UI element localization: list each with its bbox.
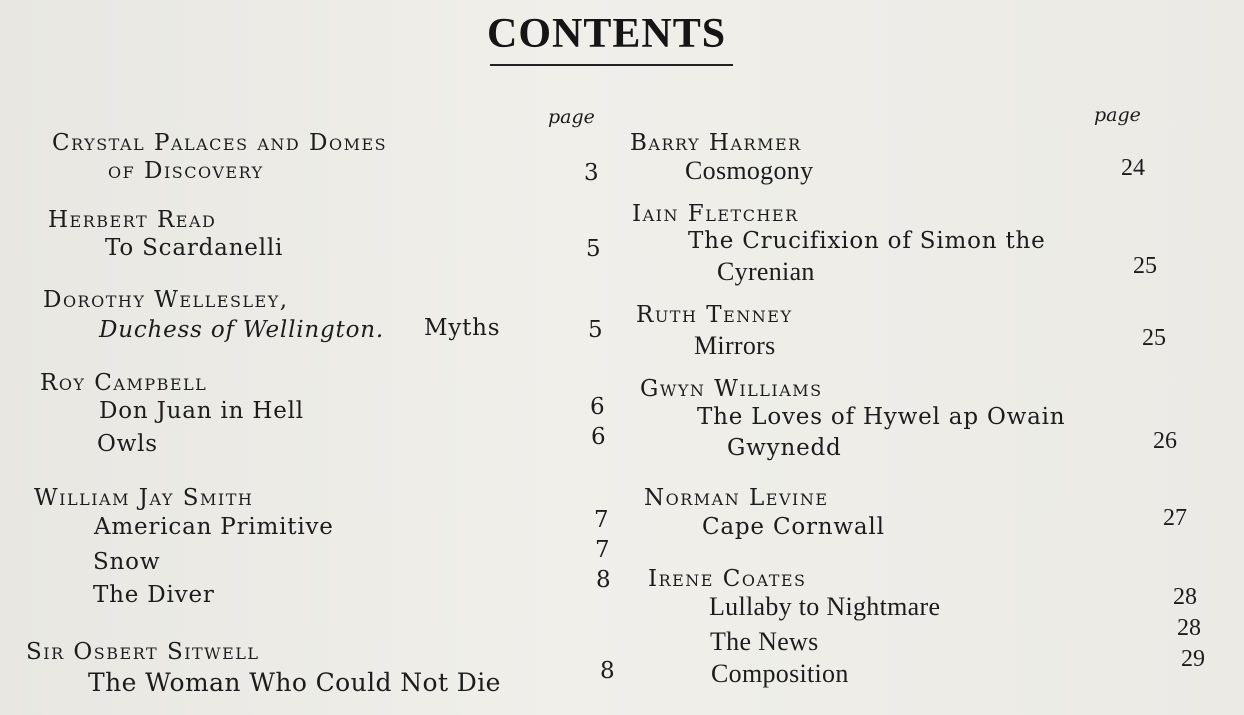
toc-page-number: 6 bbox=[590, 394, 605, 420]
toc-page-number: 25 bbox=[1133, 253, 1157, 279]
toc-title: The Crucifixion of Simon the bbox=[688, 228, 1046, 254]
toc-author: Roy Campbell bbox=[40, 370, 208, 396]
toc-page-number: 3 bbox=[584, 160, 599, 186]
toc-title: Owls bbox=[97, 431, 158, 457]
toc-author: of Discovery bbox=[108, 158, 264, 184]
toc-title: Composition bbox=[711, 659, 849, 688]
toc-page-number: 6 bbox=[591, 424, 606, 450]
toc-page-number: 24 bbox=[1121, 155, 1145, 181]
toc-author: Norman Levine bbox=[644, 485, 829, 511]
title-underline bbox=[490, 64, 733, 66]
right-page-label: page bbox=[1094, 104, 1141, 126]
toc-page-number: 7 bbox=[595, 537, 610, 563]
toc-title: The Woman Who Could Not Die bbox=[88, 668, 501, 697]
toc-author-subtitle: Duchess of Wellington. bbox=[99, 317, 384, 343]
toc-page-number: 26 bbox=[1153, 428, 1177, 454]
toc-page-number: 28 bbox=[1177, 615, 1201, 641]
toc-title: Mirrors bbox=[694, 331, 776, 360]
toc-author: Iain Fletcher bbox=[632, 201, 799, 227]
toc-author: Irene Coates bbox=[648, 566, 807, 592]
toc-page-number: 8 bbox=[596, 567, 611, 593]
toc-title: Don Juan in Hell bbox=[99, 398, 304, 424]
toc-author: Ruth Tenney bbox=[636, 302, 793, 328]
toc-title: Myths bbox=[424, 315, 501, 341]
toc-title: Lullaby to Nightmare bbox=[709, 592, 941, 621]
toc-title: Snow bbox=[93, 549, 161, 575]
toc-author: William Jay Smith bbox=[34, 485, 254, 511]
toc-page-number: 5 bbox=[586, 236, 601, 262]
toc-page-number: 8 bbox=[600, 658, 615, 684]
toc-title: The News bbox=[710, 627, 819, 656]
toc-title: Gwynedd bbox=[727, 435, 842, 461]
toc-author: Gwyn Williams bbox=[640, 376, 823, 402]
toc-author: Crystal Palaces and Domes bbox=[52, 130, 388, 156]
toc-author: Herbert Read bbox=[48, 207, 217, 233]
toc-author: Dorothy Wellesley, bbox=[43, 287, 289, 313]
toc-page-number: 7 bbox=[594, 507, 609, 533]
toc-title: Cape Cornwall bbox=[702, 514, 885, 540]
toc-title: Cyrenian bbox=[717, 257, 815, 286]
toc-page-number: 28 bbox=[1173, 584, 1197, 610]
toc-page-number: 27 bbox=[1163, 505, 1187, 531]
toc-author: Barry Harmer bbox=[630, 130, 802, 156]
toc-author: Sir Osbert Sitwell bbox=[26, 639, 260, 665]
toc-title: The Diver bbox=[93, 582, 215, 608]
toc-title: To Scardanelli bbox=[105, 235, 284, 261]
toc-page-number: 5 bbox=[588, 317, 603, 343]
toc-title: American Primitive bbox=[94, 514, 334, 540]
page-title: CONTENTS bbox=[487, 11, 727, 57]
left-page-label: page bbox=[548, 106, 595, 128]
toc-title: The Loves of Hywel ap Owain bbox=[697, 404, 1066, 430]
toc-page-number: 29 bbox=[1181, 646, 1205, 672]
toc-page-number: 25 bbox=[1142, 325, 1166, 351]
toc-title: Cosmogony bbox=[685, 156, 814, 185]
